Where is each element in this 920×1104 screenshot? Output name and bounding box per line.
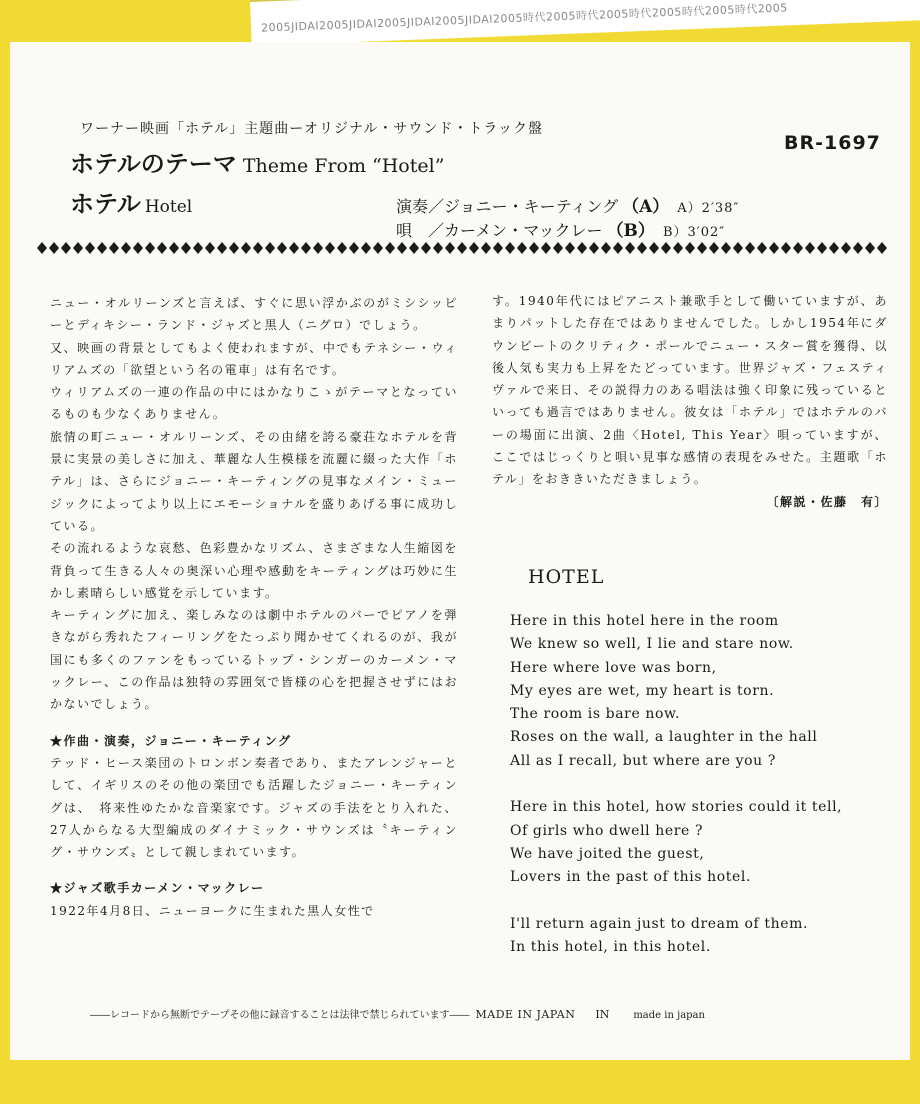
main-title <box>70 144 444 179</box>
lyric-line: The room is bare now. <box>510 706 681 723</box>
lyric-line: Here in this hotel, how stories could it tell, <box>510 799 843 816</box>
release-subtitle: ワーナー映画「ホテル」主題曲ーオリジナル・サウンド・トラック盤 <box>80 121 544 137</box>
credit-performer <box>396 192 739 217</box>
credit-side: （A） <box>622 197 670 217</box>
decorative-divider <box>36 241 888 255</box>
lyric-line: My eyes are wet, my heart is torn. <box>510 682 775 699</box>
credit-side: （B） <box>606 221 655 241</box>
notes-paragraph: ウィリアムズの一連の作品の中にはかなりこゝがテーマとなっているものも少なくありません。 <box>50 385 458 422</box>
second-title <box>70 184 192 219</box>
lyric-line: Roses on the wall, a laughter in the hall <box>510 729 818 746</box>
catalog-number: BR-1697 <box>784 132 881 154</box>
lyric-line: We have joited the guest, <box>510 845 705 862</box>
second-title-jp: ホテル <box>70 189 141 218</box>
notes-paragraph: 又、映画の背景としてもよく使われますが、中でもテネシー・ウィリアムズの「欲望という名の電車」は有名です。 <box>50 340 458 377</box>
notes-paragraph: 旅情の町ニュー・オルリーンズ、その由緒を誇る豪荘なホテルを背景に実景の美しさに加え、華麗な人生模様を流麗に綴った大作「ホテル」は、さらにジョニー・キーティングの見事なメイン・ミュージックによってより以上にエモーショナルを盛りあげる事に成功している。 <box>50 429 458 533</box>
lyric-line: Here where love was born, <box>510 659 717 676</box>
notes-paragraph: その流れるような哀愁、色彩豊かなリズム、さまざまな人生縮図を背負って生きる人々の奥深い心理や感動をキーティングは巧妙に生かし素晴らしい感覚を示しています。 <box>50 541 458 600</box>
verse-gap <box>510 890 842 913</box>
notes-paragraph: す。1940年代にはピアニスト兼歌手として働いていますが、あまりパットした存在ではありませんでした。しかし1954年にダウンビートのクリティク・ポールでニュー・スター賞を獲得、以後人気も実力も上昇をたどっています。世界ジャズ・フェスティヴァルで来日、その説得力のある唱法は強く印象に残っているといっても過言ではありません。彼女は「ホテル」ではホテルのバーの場面に出演、2曲〈Hotel, This Year〉唄っていますが、ここではじっくりと唄い見事な感情の表現をみせた。主題歌「ホテル」をおききいただきましょう。 <box>492 294 888 487</box>
in-label: IN <box>595 1008 610 1021</box>
made-in-japan-lower: made in japan <box>633 1010 705 1021</box>
credit-role: 演奏／ジョニー・キーティング <box>396 197 619 216</box>
notes-right-column <box>492 290 888 513</box>
lyrics-title: HOTEL <box>528 566 605 588</box>
section-heading-composer: ★作曲・演奏，ジョニー・キーティング <box>50 733 292 748</box>
notes-paragraph: 1922年4月8日、ニューヨークに生まれた黒人女性で <box>50 903 375 918</box>
lyric-line: Lovers in the past of this hotel. <box>510 869 752 886</box>
lyric-line: I'll return again just to dream of them. <box>510 915 809 932</box>
banner-text: 2005JIDAI2005JIDAI2005JIDAI2005JIDAI2005時代2005時代2005時代2005時代2005時代2005 <box>260 1 789 35</box>
notes-left-column <box>50 292 458 922</box>
footer-notice <box>90 1006 850 1021</box>
lyric-line: Of girls who dwell here ? <box>510 822 704 839</box>
lyric-line: All as I recall, but where are you ? <box>510 752 776 769</box>
section-heading-singer: ★ジャズ歌手カーメン・マックレー <box>50 881 265 896</box>
notes-paragraph: キーティングに加え、楽しみなのは劇中ホテルのバーでピアノを弾きながら秀れたフィーリングをたっぷり聞かせてくれるのが、我が国にも多くのファンをもっているトップ・シンガーのカーメン・マックレー、この作品は独特の雰囲気で皆様の心を把握させずにはおかないでしょう。 <box>50 608 458 712</box>
verse-gap <box>510 773 842 796</box>
second-title-en: Hotel <box>144 197 193 217</box>
main-title-jp: ホテルのテーマ <box>70 149 237 178</box>
credit-singer <box>396 216 725 241</box>
copyright-notice: ――レコードから無断でテープその他に録音することは法律で禁じられています―― <box>90 1010 470 1021</box>
top-banner-strip <box>250 0 920 46</box>
notes-paragraph: テッド・ヒース楽団のトロンボン奏者であり、またアレンジャーとして、イギリスのその他の楽団でも活躍したジョニー・キーティングは、 将来性ゆたかな音楽家です。ジャズの手法をとり入れた、27人からなる大型編成のダイナミック・サウンズは〝キーティング・サウンズ〟として親しまれています。 <box>50 755 458 860</box>
notes-byline: 〔解説・佐藤 有〕 <box>766 494 888 509</box>
credit-time: A）2′38″ <box>677 201 740 216</box>
notes-paragraph: ニュー・オルリーンズと言えば、すぐに思い浮かぶのがミシシッピーとディキシー・ランド・ジャズと黒人（ニグロ）でしょう。 <box>50 296 458 333</box>
lyrics-block <box>510 610 842 959</box>
lyric-line: We knew so well, I lie and stare now. <box>510 636 794 653</box>
made-in-japan: MADE IN JAPAN <box>475 1008 576 1021</box>
credit-time: B）3′02″ <box>662 225 726 240</box>
lyric-line: Here in this hotel here in the room <box>510 613 779 629</box>
lyric-line: In this hotel, in this hotel. <box>510 939 711 956</box>
credit-role: 唄 ／カーメン・マックレー <box>396 221 603 240</box>
main-title-en: Theme From “Hotel” <box>242 155 445 177</box>
